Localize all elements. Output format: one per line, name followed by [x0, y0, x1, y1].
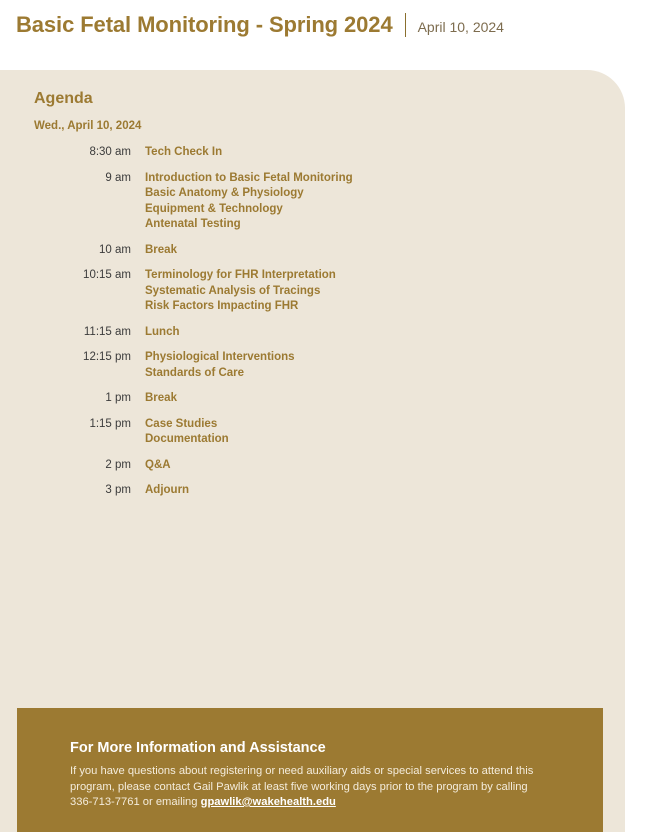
agenda-row	[0, 417, 600, 448]
footer-body: If you have questions about registering or need auxiliary aids or special services to attend this program, please contact Gail Pawlik at least five working days prior to the program by calling 336-713-7761 or emailing	[70, 765, 534, 808]
session-time: 8:30 am	[89, 146, 131, 158]
agenda-row	[0, 243, 600, 259]
agenda-row	[0, 145, 600, 161]
session-item: Risk Factors Impacting FHR	[145, 300, 299, 312]
agenda-heading: Agenda	[34, 90, 93, 107]
session-items	[131, 417, 229, 448]
session-items	[131, 171, 353, 233]
session-item: Antenatal Testing	[145, 218, 241, 230]
session-item: Equipment & Technology	[145, 202, 283, 215]
session-item: Basic Anatomy & Physiology	[145, 187, 304, 199]
agenda-row	[0, 458, 600, 474]
session-time: 10 am	[99, 243, 131, 256]
session-item: Systematic Analysis of Tracings	[145, 284, 321, 297]
agenda-row	[0, 325, 600, 341]
info-footer	[17, 708, 603, 832]
footer-text	[70, 764, 550, 811]
page-title: Basic Fetal Monitoring - Spring 2024	[16, 12, 393, 37]
session-items	[131, 391, 177, 407]
agenda-day: Wed., April 10, 2024	[34, 120, 142, 132]
session-items	[131, 268, 336, 315]
agenda-row	[0, 483, 600, 499]
session-items	[131, 458, 171, 474]
email-link[interactable]: gpawlik@wakehealth.edu	[200, 796, 336, 808]
session-item: Lunch	[145, 325, 180, 338]
footer-title: For More Information and Assistance	[70, 740, 326, 756]
agenda-row	[0, 268, 600, 315]
page-header	[16, 8, 504, 42]
session-item: Tech Check In	[145, 146, 223, 158]
agenda-row	[0, 171, 600, 233]
header-divider	[405, 13, 406, 37]
session-items	[131, 325, 180, 341]
session-item: Documentation	[145, 433, 229, 445]
session-item: Physiological Interventions	[145, 351, 295, 363]
session-time: 10:15 am	[83, 269, 131, 281]
session-items	[131, 483, 189, 499]
agenda-row	[0, 350, 600, 381]
agenda-list	[0, 145, 600, 509]
session-item: Break	[145, 243, 177, 256]
session-item: Q&A	[145, 458, 171, 471]
session-item: Terminology for FHR Interpretation	[145, 269, 336, 281]
session-time: 11:15 am	[83, 325, 131, 338]
session-time: 12:15 pm	[83, 351, 131, 363]
session-item: Standards of Care	[145, 366, 245, 379]
session-item: Introduction to Basic Fetal Monitoring	[145, 171, 353, 184]
session-time: 1 pm	[105, 392, 131, 404]
session-items	[131, 350, 295, 381]
session-time: 2 pm	[105, 458, 131, 471]
session-item: Adjourn	[145, 484, 190, 496]
session-items	[131, 145, 222, 161]
header-date: April 10, 2024	[417, 18, 504, 35]
session-item: Case Studies	[145, 417, 218, 430]
agenda-row	[0, 391, 600, 407]
session-items	[131, 243, 177, 259]
session-item: Break	[145, 392, 177, 404]
session-time: 3 pm	[105, 484, 131, 496]
session-time: 9 am	[105, 171, 131, 184]
session-time: 1:15 pm	[89, 417, 131, 430]
